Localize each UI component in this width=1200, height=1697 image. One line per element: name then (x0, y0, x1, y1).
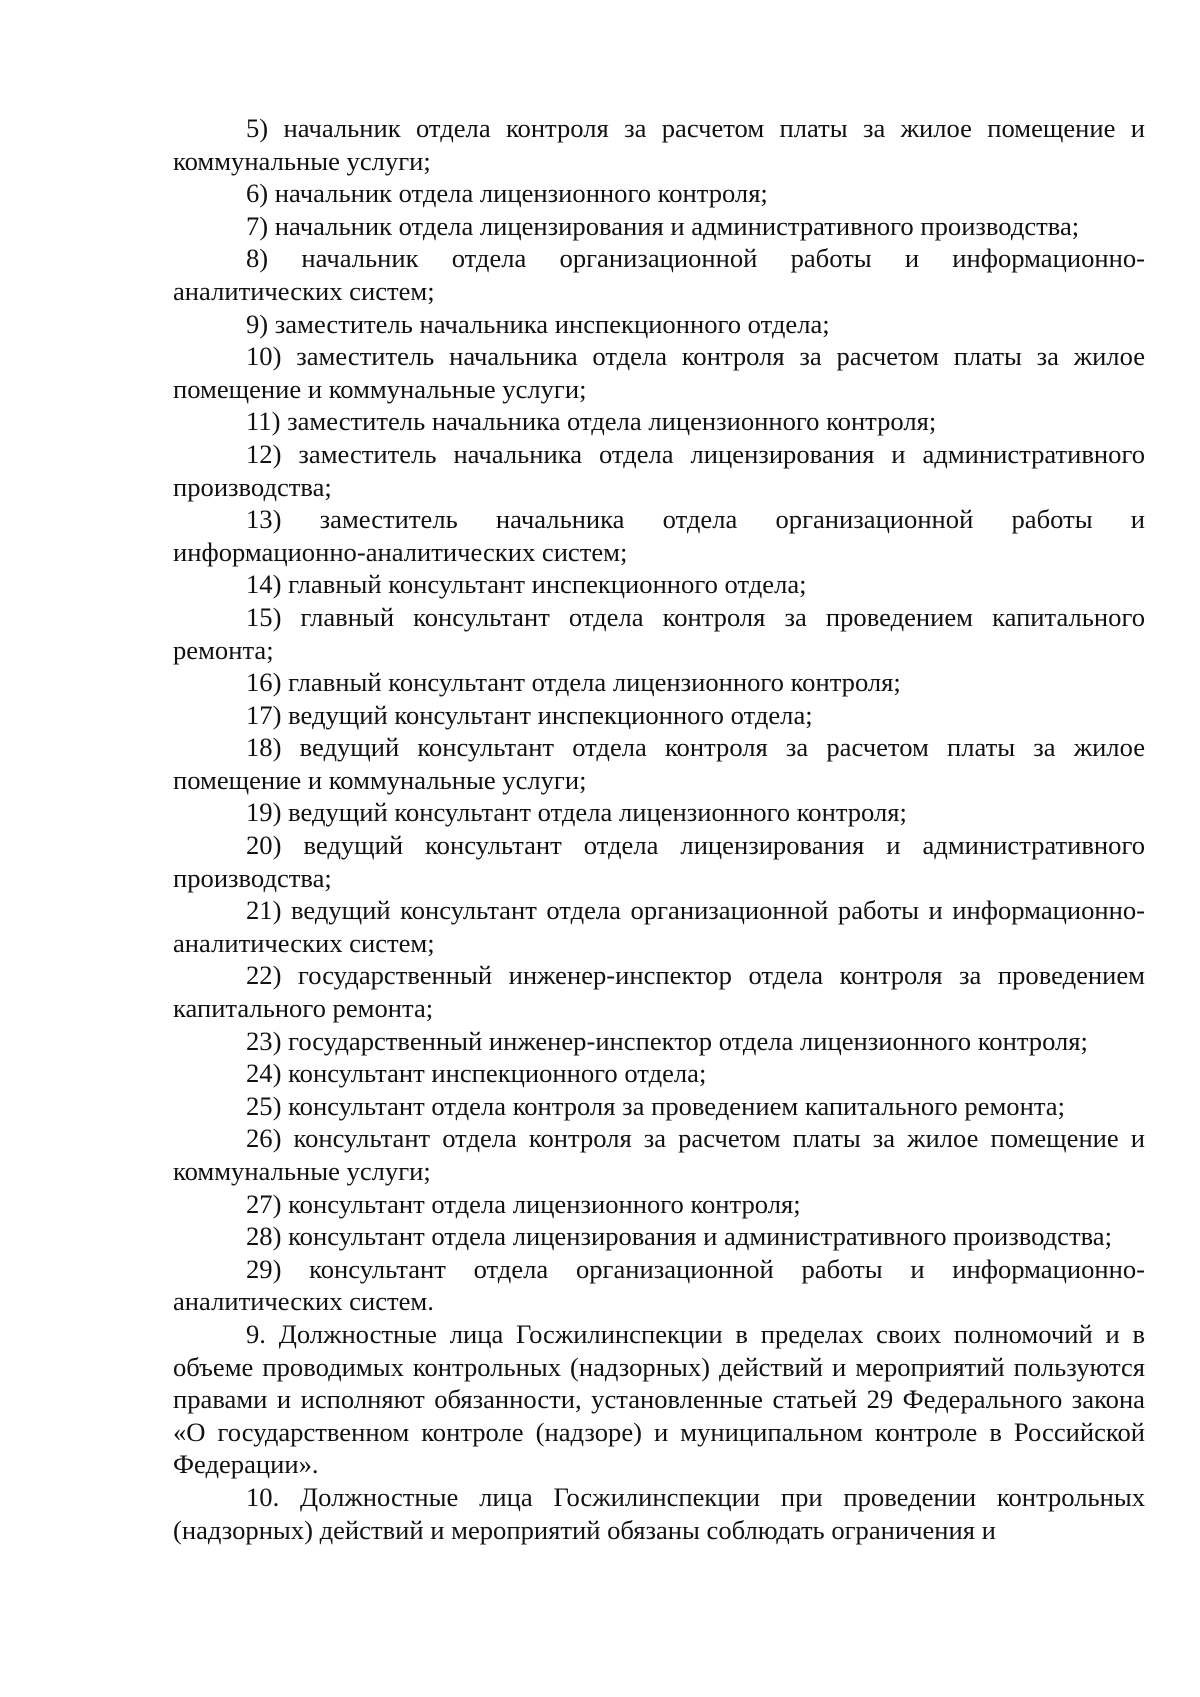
list-item-5: 5) начальник отдела контроля за расчетом платы за жилое помещение и коммунальные услуги; (173, 113, 1145, 176)
list-item-10: 10) заместитель начальника отдела контроля за расчетом платы за жилое помещение и коммунальные услуги; (173, 341, 1145, 404)
list-item-14: 14) главный консультант инспекционного отдела; (246, 569, 807, 600)
list-item-7: 7) начальник отдела лицензирования и административного производства; (246, 210, 1080, 241)
list-item-19: 19) ведущий консультант отдела лицензионного контроля; (246, 797, 907, 828)
list-item-15: 15) главный консультант отдела контроля за проведением капитального ремонта; (173, 601, 1145, 665)
list-item-25: 25) консультант отдела контроля за проведением капитального ремонта; (246, 1090, 1065, 1121)
list-item-18: 18) ведущий консультант отдела контроля за расчетом платы за жилое помещение и коммунальные услуги; (173, 732, 1145, 795)
list-item-12: 12) заместитель начальника отдела лицензирования и административного производства; (173, 438, 1145, 502)
list-item-9: 9) заместитель начальника инспекционного отдела; (246, 308, 830, 339)
list-item-24: 24) консультант инспекционного отдела; (246, 1058, 707, 1089)
list-item-23: 23) государственный инженер-инспектор отдела лицензионного контроля; (246, 1025, 1088, 1056)
list-item-20: 20) ведущий консультант отдела лицензирования и административного производства; (173, 830, 1145, 893)
list-item-26: 26) консультант отдела контроля за расчетом платы за жилое помещение и коммунальные услуги; (173, 1123, 1145, 1186)
list-item-16: 16) главный консультант отдела лицензионного контроля; (246, 667, 901, 698)
list-item-8: 8) начальник отдела организационной работы и информационно-аналитических систем; (173, 243, 1145, 306)
list-item-29: 29) консультант отдела организационной работы и информационно-аналитических систем. (173, 1253, 1145, 1317)
list-item-17: 17) ведущий консультант инспекционного отдела; (246, 699, 813, 730)
list-item-6: 6) начальник отдела лицензионного контроля; (246, 178, 768, 209)
list-item-13: 13) заместитель начальника отдела организационной работы и информационно-аналитических систем; (173, 504, 1145, 567)
list-item-27: 27) консультант отдела лицензионного контроля; (246, 1188, 801, 1219)
list-item-28: 28) консультант отдела лицензирования и административного производства; (246, 1221, 1112, 1252)
list-item-22: 22) государственный инженер-инспектор отдела контроля за проведением капитального ремонта; (173, 960, 1145, 1024)
document-body (173, 112, 1145, 1546)
list-item-11: 11) заместитель начальника отдела лицензионного контроля; (246, 406, 937, 437)
clause-9-paragraph: 9. Должностные лица Госжилинспекции в пределах своих полномочий и в объеме проводимых контрольных (надзорных) действий и мероприятий пользуются правами и исполняют обязанности, установленные статьей 29 Федерального закона «О государственном контроле (надзоре) и муниципальном контроле в Российской Федерации». (173, 1318, 1145, 1480)
clause-10-paragraph: 10. Должностные лица Госжилинспекции при проведении контрольных (надзорных) действий и мероприятий обязаны соблюдать ограничения и (173, 1481, 1145, 1545)
list-item-21: 21) ведущий консультант отдела организационной работы и информационно-аналитических систем; (173, 895, 1145, 958)
